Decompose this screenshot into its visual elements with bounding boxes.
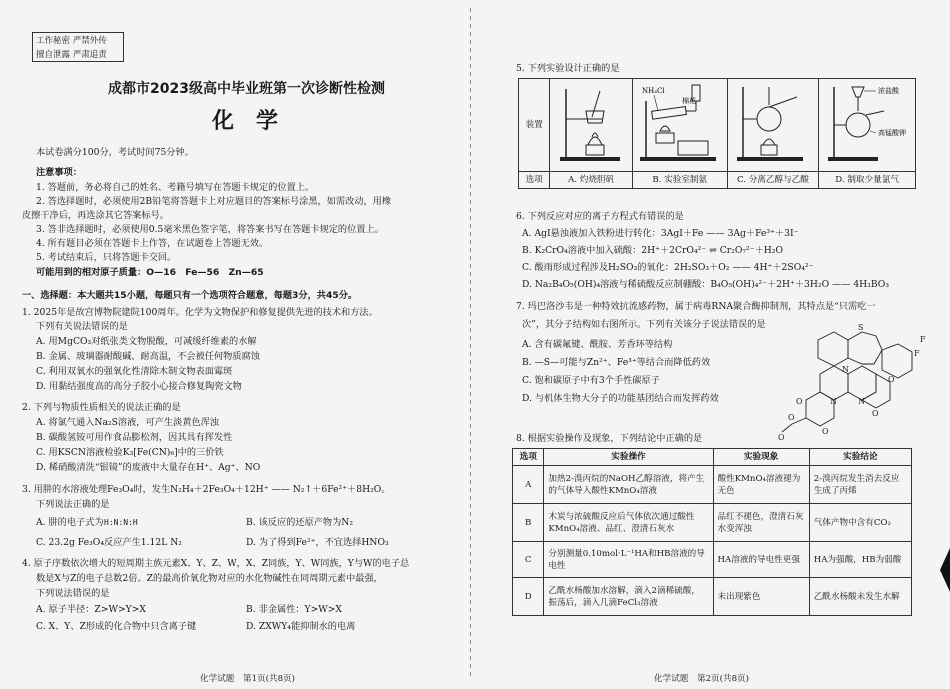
q3-option-a: A. 肼的电子式为 [36, 517, 104, 528]
q8-row-d-operation: 乙酰水杨酸加水溶解，滴入2滴稀硫酸，振荡后，滴入几滴FeCl₃溶液 [544, 578, 713, 616]
mol-atom-o5: O [788, 413, 795, 422]
q5-option-d: D. 制取少量氯气 [819, 172, 916, 189]
mol-atom-o6: O [778, 433, 785, 442]
kmno4-label: 高锰酸钾 [878, 129, 907, 137]
q1-option-c: C. 利用双氧水的强氧化性清除木制文物表面霉斑 [36, 366, 233, 377]
atomic-masses: 可能用到的相对原子质量：O—16 Fe—56 Zn—65 [36, 267, 264, 278]
mol-atom-f2: F [920, 335, 926, 344]
q3-stem: 3. 用肼的水溶液处理Fe₃O₄时，发生N₂H₄＋2Fe₃O₄＋12H⁺ —— N₂↑＋6Fe²⁺＋8H₂O。 [22, 484, 391, 495]
apparatus-b [632, 79, 727, 172]
crucible-setup-icon [556, 81, 626, 165]
mol-atom-n2: N [858, 397, 865, 406]
q8-row-d-phenomenon: 未出现紫色 [713, 578, 809, 616]
q8-header-operation: 实验操作 [544, 449, 713, 466]
q1-stem: 1. 2025年是故宫博物院建院100周年。化学为文物保护和修复提供先进的技术和方法。 [22, 307, 378, 318]
q7-stem-1: 7. 玛巴洛沙韦是一种特效抗流感药物，属于病毒RNA聚合酶抑制剂，其特点是“只需吃一 [516, 301, 876, 312]
nh4cl-label: NH₄Cl [641, 87, 665, 95]
q5-apparatus-table [518, 78, 916, 189]
q4-option-b: B. 非金属性：Y>W>X [246, 604, 342, 615]
q3-option-d: D. 为了得到Fe²⁺，不宜选择HNO₃ [246, 537, 389, 548]
q4-option-c: C. X、Y、Z形成的化合物中只含离子键 [36, 621, 197, 632]
hcl-label: 浓盐酸 [878, 87, 900, 95]
q3-sub: 下列说法正确的是 [36, 499, 110, 510]
q4-option-a: A. 原子半径：Z>W>Y>X [36, 604, 146, 615]
mol-atom-o2: O [872, 409, 879, 418]
q8-stem: 8. 根据实验操作及现象，下列结论中正确的是 [516, 433, 703, 444]
mol-atom-o4: O [822, 427, 829, 436]
mol-atom-n1: N [842, 365, 849, 374]
mol-atom-n3: N [830, 397, 837, 406]
cotton-label: 棉花 [681, 97, 696, 105]
note-2: 2. 答选择题时，必须使用2B铅笔将答题卡上对应题目的答案标号涂黑，如需改动，用橡 [36, 196, 392, 207]
q5-row-label-apparatus: 装置 [519, 79, 550, 172]
q7-option-b: B. —S—可能与Zn²⁺、Fe³⁺等结合而降低药效 [522, 357, 711, 368]
q8-row-c-phenomenon: HA溶液的导电性更强 [713, 542, 809, 578]
q4-option-d: D. ZXWY₄能抑制水的电离 [246, 621, 356, 632]
q2-option-b: B. 碳酸氢铵可用作食品膨松剂，因其具有挥发性 [36, 432, 233, 443]
q7-option-a: A. 含有碳氟键、酰胺、芳香环等结构 [522, 339, 673, 350]
q8-row-a-operation: 加热2-溴丙烷的NaOH乙醇溶液，将产生的气体导入酸性KMnO₄溶液 [544, 466, 713, 504]
q2-option-c: C. 用KSCN溶液检验K₃[Fe(CN)₆]中的三价铁 [36, 447, 224, 458]
q8-row-a-label: A [513, 466, 544, 504]
page-1-footer: 化学试题 第1页(共8页) [200, 674, 295, 684]
notes-heading: 注意事项： [36, 167, 82, 178]
q1-sub: 下列有关说法错误的是 [36, 321, 128, 332]
q8-row-d-label: D [513, 578, 544, 616]
q6-stem: 6. 下列反应对应的离子方程式有错误的是 [516, 211, 684, 222]
stamp-line-1: 工作秘密 严禁外传 [36, 36, 107, 46]
mol-atom-o1: O [888, 375, 895, 384]
subject-title: 化学 [212, 109, 301, 134]
page-2-footer: 化学试题 第2页(共8页) [654, 674, 749, 684]
q8-experiment-table [512, 448, 912, 616]
mol-atom-f1: F [914, 349, 920, 358]
exam-title: 成都市2023级高中毕业班第一次诊断性检测 [108, 81, 385, 97]
q8-row-b-phenomenon: 品红不褪色，澄清石灰水变浑浊 [713, 504, 809, 542]
note-5: 5. 考试结束后，只将答题卡交回。 [36, 252, 177, 263]
baloxavir-structure-diagram [778, 324, 948, 442]
q1-option-a: A. 用MgCO₃对纸张类文物脱酸，可减缓纤维素的水解 [36, 336, 257, 347]
page-divider [470, 8, 471, 680]
q8-row-b-conclusion: 气体产物中含有CO₂ [809, 504, 911, 542]
q5-option-a: A. 灼烧胆矾 [550, 172, 633, 189]
note-4: 4. 所有题目必须在答题卡上作答，在试题卷上答题无效。 [36, 238, 269, 249]
q8-row-d-conclusion: 乙酰水杨酸未发生水解 [809, 578, 911, 616]
q8-row-c-conclusion: HA为强酸，HB为弱酸 [809, 542, 911, 578]
mol-atom-o3: O [796, 397, 803, 406]
page-1 [0, 0, 470, 689]
q8-row-b-label: B [513, 504, 544, 542]
q6-option-b: B. K₂CrO₄溶液中加入硫酸：2H⁺＋2CrO₄²⁻ ⇌ Cr₂O₇²⁻＋H₂O [522, 245, 783, 256]
confidential-stamp [32, 32, 124, 62]
stamp-line-2: 擅自泄露 严肃追责 [36, 50, 107, 60]
exam-intro: 本试卷满分100分，考试时间75分钟。 [36, 147, 194, 158]
apparatus-a [550, 79, 633, 172]
note-1: 1. 答题前，务必将自己的姓名、考籍号填写在答题卡规定的位置上。 [36, 182, 315, 193]
q7-option-c: C. 饱和碳原子中有3个手性碳原子 [522, 375, 660, 386]
q8-row-b-operation: 木炭与浓硫酸反应后气体依次通过酸性KMnO₄溶液、品红、澄清石灰水 [544, 504, 713, 542]
q5-stem: 5. 下列实验设计正确的是 [516, 63, 620, 74]
q7-option-d: D. 与机体生物大分子的功能基团结合而发挥药效 [522, 393, 719, 404]
q6-option-d: D. Na₂B₄O₅(OH)₄溶液与稀硫酸反应制硼酸：B₄O₅(OH)₄²⁻＋2H⁺＋3H₂O —— 4H₃BO₃ [522, 279, 890, 290]
q2-option-d: D. 稀硝酸清洗“银镜”的废液中大量存在H⁺、Ag⁺、NO [36, 462, 261, 473]
note-3: 3. 答非选择题时，必须使用0.5毫米黑色签字笔，将答案书写在答题卡规定的位置上。 [36, 224, 384, 235]
chlorine-prep-icon [824, 81, 910, 165]
q2-stem: 2. 下列与物质性质相关的说法正确的是 [22, 402, 181, 413]
q1-option-d: D. 用黏结强度高的高分子胶小心接合修复陶瓷文物 [36, 381, 242, 392]
q8-header-option: 选项 [513, 449, 544, 466]
q6-option-c: C. 酸雨形成过程涉及H₂SO₃的氧化：2H₂SO₃＋O₂ —— 4H⁺＋2SO₄²⁻ [522, 262, 814, 273]
distillation-icon [733, 81, 813, 165]
apparatus-d [819, 79, 916, 172]
hydrazine-electron-formula: H:N:N:H [104, 518, 138, 527]
q4-stem-2: 数是X与Z的电子总数2倍。Z的最高价氧化物对应的水化物碱性在同周期元素中最强， [36, 573, 383, 584]
q5-option-c: C. 分离乙醇与乙酸 [727, 172, 819, 189]
q3-option-c: C. 23.2g Fe₃O₄反应产生1.12L N₂ [36, 537, 182, 548]
q3-option-b: B. 该反应的还原产物为N₂ [246, 517, 354, 528]
page-2 [478, 0, 950, 689]
apparatus-c [727, 79, 819, 172]
q8-row-c-label: C [513, 542, 544, 578]
ammonia-prep-icon [638, 81, 722, 165]
q4-stem-1: 4. 原子序数依次增大的短周期主族元素X、Y、Z、W，X、Z同族，Y、W同族，Y与W的电子总 [22, 558, 410, 569]
q1-option-b: B. 金属、玻璃器耐酸碱、耐高温，不会被任何物质腐蚀 [36, 351, 260, 362]
q8-row-a-conclusion: 2-溴丙烷发生消去反应生成了丙烯 [809, 466, 911, 504]
q8-header-phenomenon: 实验现象 [713, 449, 809, 466]
q8-header-conclusion: 实验结论 [809, 449, 911, 466]
q5-option-b: B. 实验室制氨 [632, 172, 727, 189]
q5-row-label-option: 选项 [519, 172, 550, 189]
q7-stem-2: 次”，其分子结构如右图所示。下列有关该分子说法错误的是 [522, 319, 766, 330]
q8-row-a-phenomenon: 酸性KMnO₄溶液褪为无色 [713, 466, 809, 504]
q2-option-a: A. 将氯气通入Na₂S溶液，可产生淡黄色浑浊 [36, 417, 219, 428]
section-1-heading: 一、选择题：本大题共15小题，每题只有一个选项符合题意，每题3分，共45分。 [22, 290, 358, 301]
note-2-cont: 皮擦干净后，再选涂其它答案标号。 [22, 210, 169, 221]
mol-atom-s: S [858, 324, 864, 332]
q4-sub: 下列说法错误的是 [36, 588, 110, 599]
q8-row-c-operation: 分别测量0.10mol·L⁻¹HA和HB溶液的导电性 [544, 542, 713, 578]
q6-option-a: A. AgI悬浊液加入铁粉进行转化：3AgI＋Fe —— 3Ag＋Fe³⁺＋3I⁻ [522, 228, 799, 239]
